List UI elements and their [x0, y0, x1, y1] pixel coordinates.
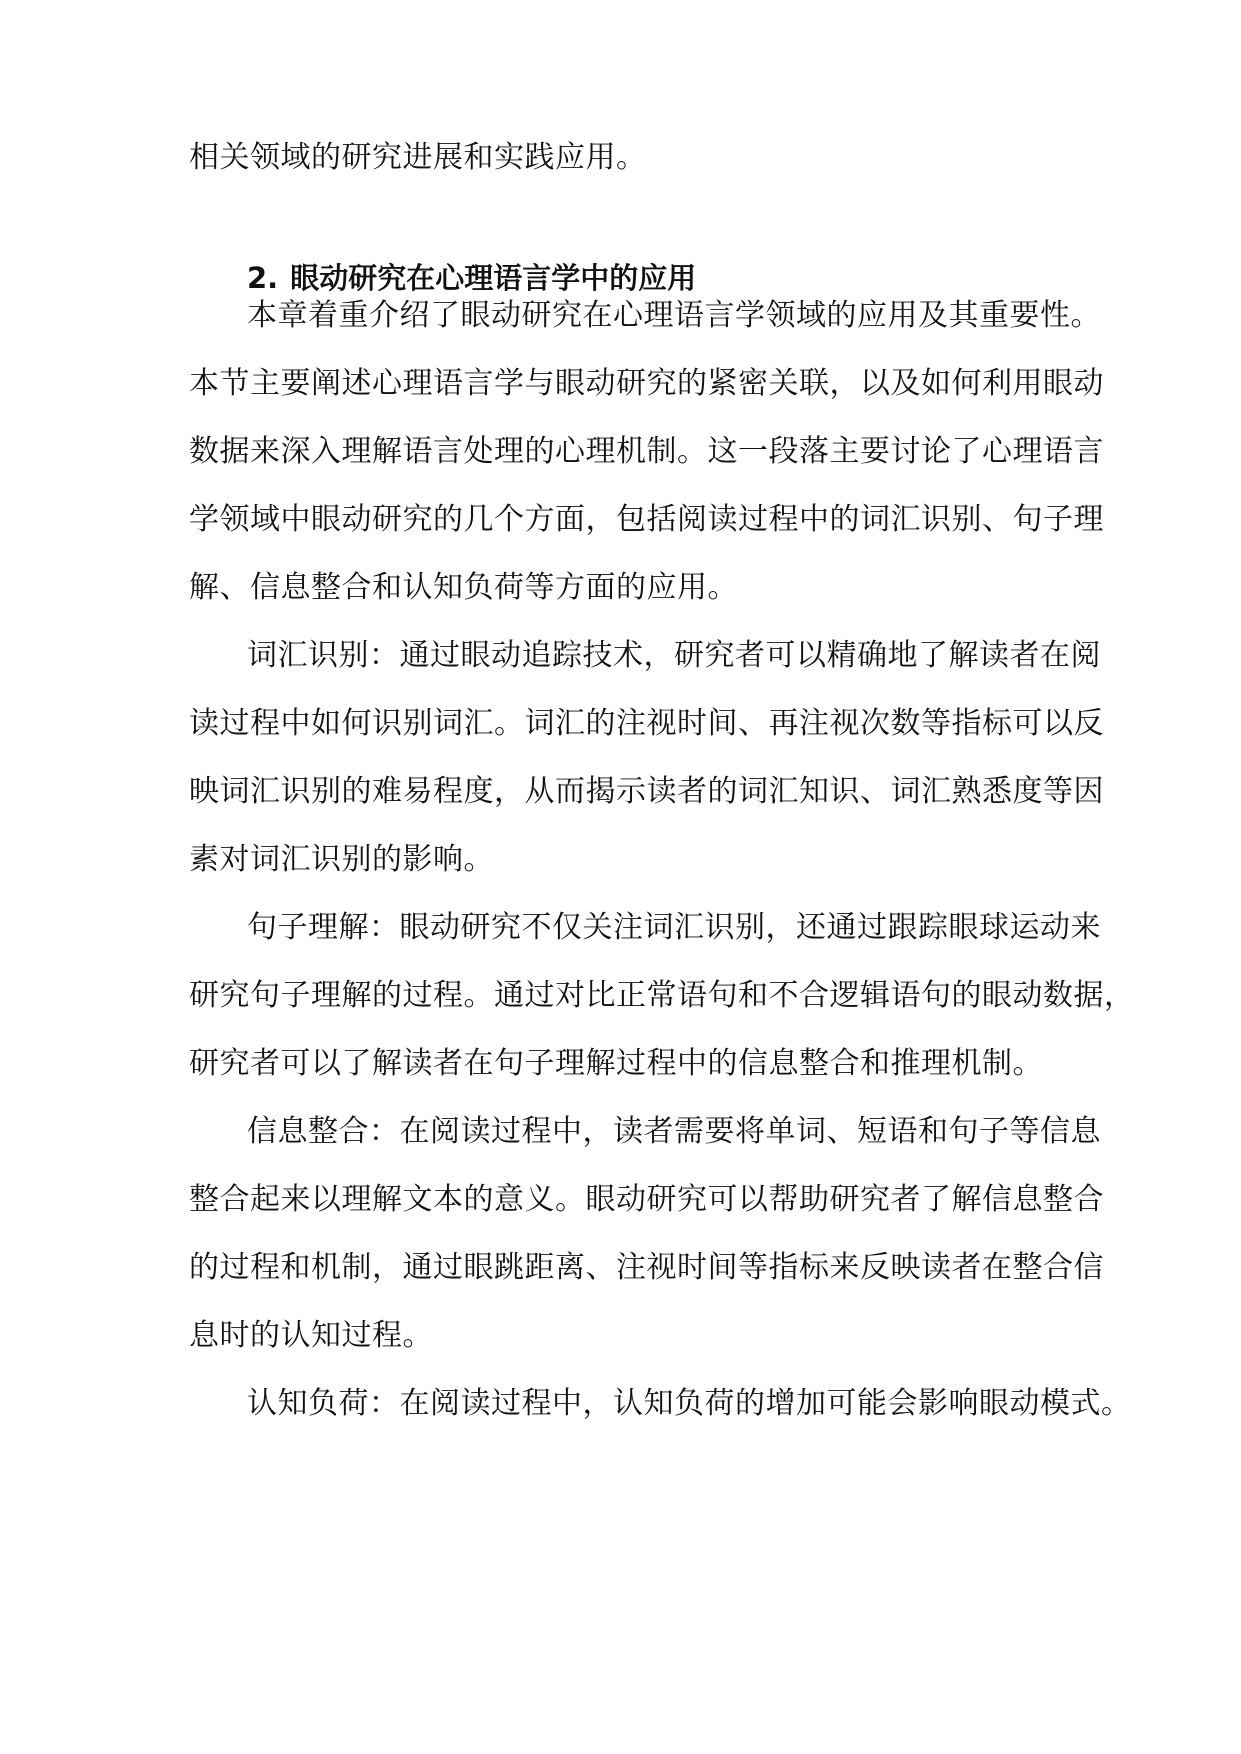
paragraph-line: 读过程中如何识别词汇。词汇的注视时间、再注视次数等指标可以反 — [189, 706, 1104, 741]
paragraph-line: 认知负荷：在阅读过程中，认知负荷的增加可能会影响眼动模式。 — [247, 1386, 1132, 1421]
paragraph-line: 整合起来以理解文本的意义。眼动研究可以帮助研究者了解信息整合 — [189, 1182, 1104, 1217]
paragraph-line: 词汇识别：通过眼动追踪技术，研究者可以精确地了解读者在阅 — [247, 638, 1101, 673]
paragraph-line: 本节主要阐述心理语言学与眼动研究的紧密关联，以及如何利用眼动 — [189, 366, 1104, 401]
paragraph-line: 学领域中眼动研究的几个方面，包括阅读过程中的词汇识别、句子理 — [189, 502, 1104, 537]
section-title: 眼动研究在心理语言学中的应用 — [290, 261, 697, 295]
paragraph-line: 映词汇识别的难易程度，从而揭示读者的词汇知识、词汇熟悉度等因 — [189, 774, 1104, 809]
paragraph-line: 息时的认知过程。 — [189, 1318, 433, 1353]
paragraph-line: 素对词汇识别的影响。 — [189, 842, 494, 877]
paragraph-line: 信息整合：在阅读过程中，读者需要将单词、短语和句子等信息 — [247, 1114, 1101, 1149]
paragraph-line: 研究者可以了解读者在句子理解过程中的信息整合和推理机制。 — [189, 1046, 1043, 1081]
paragraph-line: 解、信息整合和认知负荷等方面的应用。 — [189, 570, 738, 605]
paragraph-line: 研究句子理解的过程。通过对比正常语句和不合逻辑语句的眼动数据， — [189, 978, 1135, 1013]
paragraph-line: 句子理解：眼动研究不仅关注词汇识别，还通过跟踪眼球运动来 — [247, 910, 1101, 945]
intro-tail-line: 相关领域的研究进展和实践应用。 — [189, 140, 647, 175]
paragraph-line: 数据来深入理解语言处理的心理机制。这一段落主要讨论了心理语言 — [189, 434, 1104, 469]
section-number: 2. — [247, 261, 279, 295]
section-heading — [247, 258, 696, 298]
paragraph-line: 的过程和机制，通过眼跳距离、注视时间等指标来反映读者在整合信 — [189, 1250, 1104, 1285]
paragraph-line: 本章着重介绍了眼动研究在心理语言学领域的应用及其重要性。 — [247, 298, 1101, 333]
